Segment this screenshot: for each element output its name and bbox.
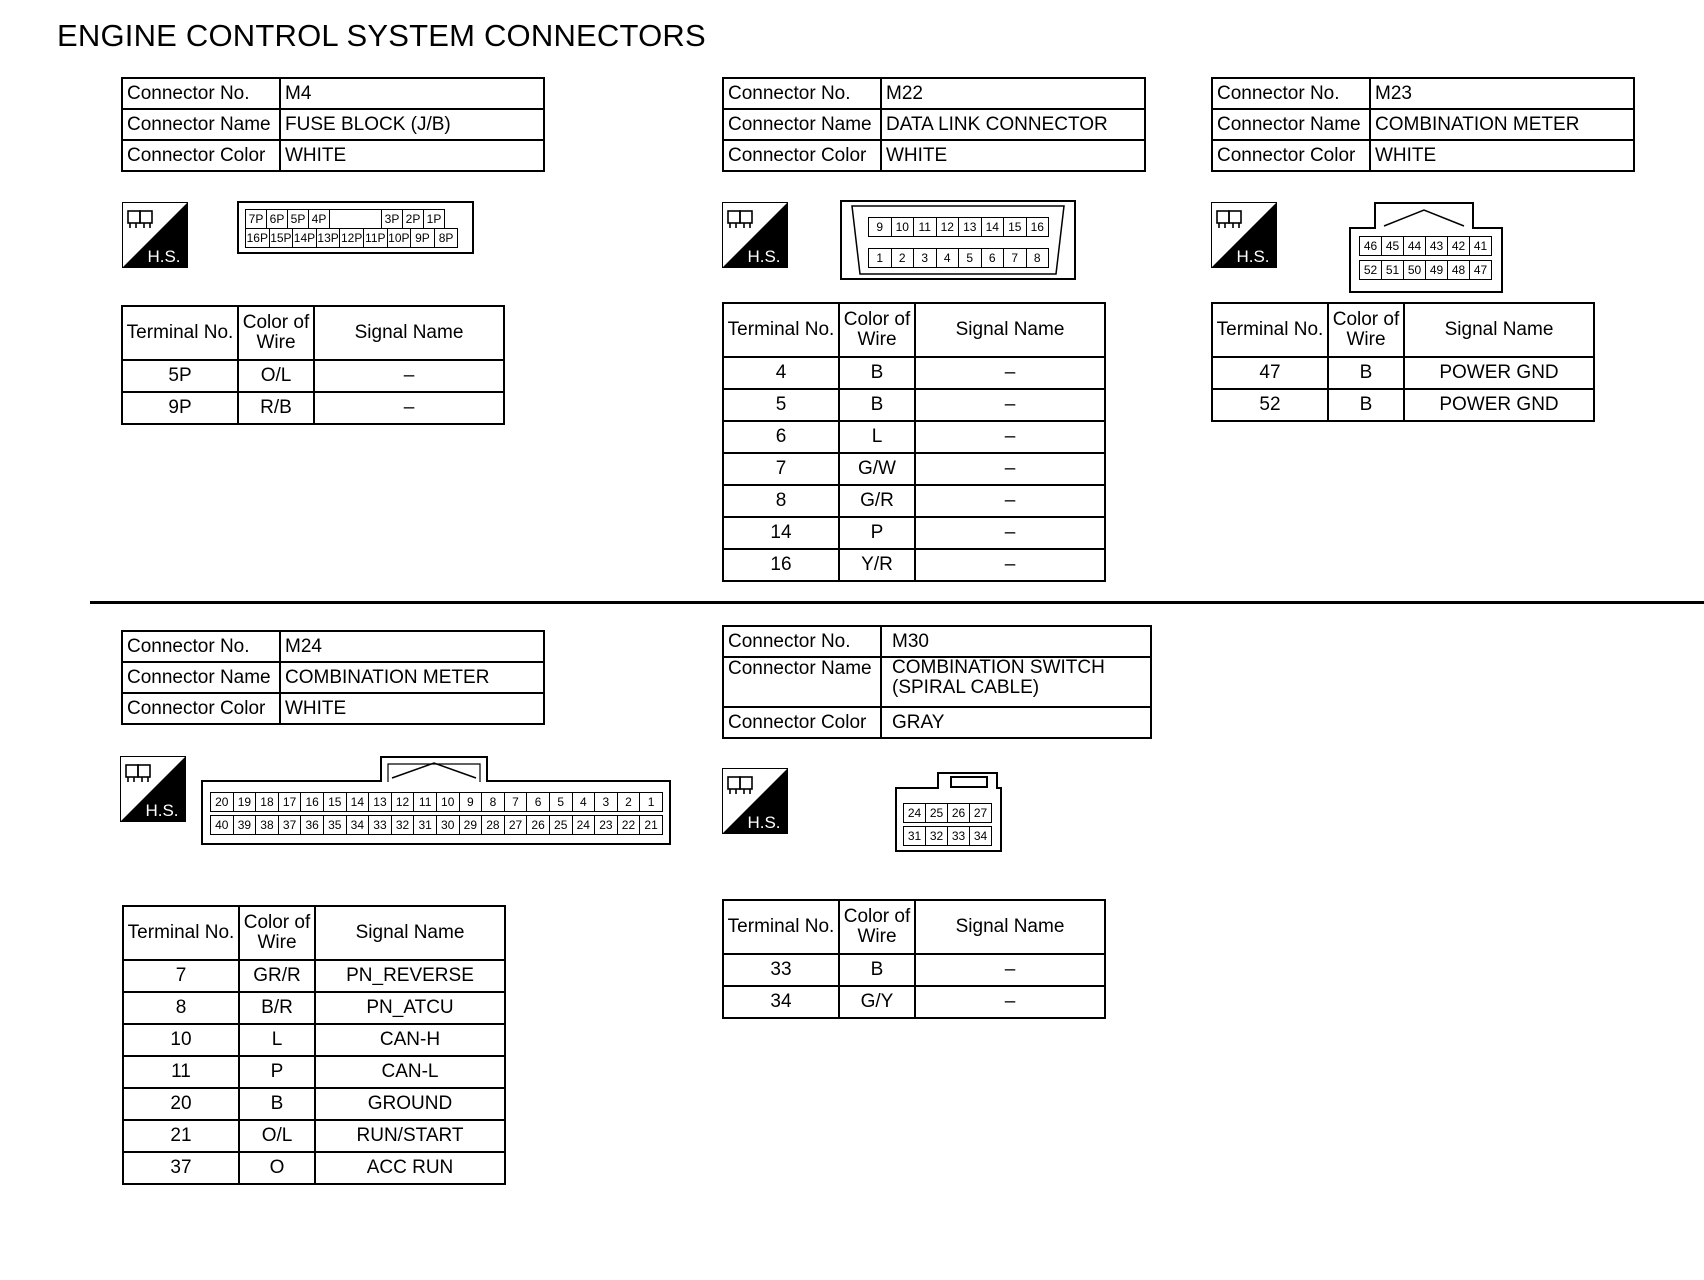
terminal-no-cell: 7 (123, 960, 239, 992)
connector-m24-face (201, 780, 671, 845)
connector-pin: 12 (937, 218, 960, 237)
connector-color-label: Connector Color (122, 140, 280, 171)
wire-color-cell: O (239, 1152, 315, 1184)
connector-pin: 4 (573, 793, 596, 812)
terminal-no-cell: 47 (1212, 357, 1328, 389)
connector-pin: 49 (1426, 261, 1448, 280)
connector-m24-latch (380, 756, 488, 782)
connector-pin: 45 (1382, 237, 1404, 256)
color-of-wire-header: Color of Wire (239, 906, 315, 960)
connector-pin: 6 (527, 793, 550, 812)
terminal-row (123, 1024, 505, 1056)
terminal-no-cell: 14 (723, 517, 839, 549)
connector-m24-terminal-table (122, 905, 506, 1185)
connector-pin: 2 (618, 793, 641, 812)
terminal-no-cell: 52 (1212, 389, 1328, 421)
connector-no-label: Connector No. (723, 78, 881, 109)
connector-m24-pins-bottom (210, 815, 663, 835)
connector-m23-face (1349, 227, 1503, 293)
hs-badge-graphic (722, 202, 788, 268)
connector-pin: 52 (1360, 261, 1382, 280)
wire-color-cell: P (239, 1056, 315, 1088)
wire-color-cell: L (239, 1024, 315, 1056)
connector-pin: 15 (1004, 218, 1027, 237)
connector-color-label: Connector Color (723, 707, 881, 738)
terminal-no-cell: 5 (723, 389, 839, 421)
harness-side-icon (722, 768, 788, 834)
connector-pin: 29 (460, 816, 483, 835)
connector-pin: 2P (403, 210, 424, 229)
connector-pin: 47 (1470, 261, 1492, 280)
connector-pin: 11P (364, 229, 388, 248)
connector-pin: 19 (234, 793, 257, 812)
hs-badge-graphic (1211, 202, 1277, 268)
connector-pin: 51 (1382, 261, 1404, 280)
connector-name-value: FUSE BLOCK (J/B) (280, 109, 544, 140)
terminal-row (723, 389, 1105, 421)
signal-name-cell: – (915, 986, 1105, 1018)
connector-pin: 13P (317, 229, 341, 248)
connector-pin: 13 (369, 793, 392, 812)
terminal-no-cell: 20 (123, 1088, 239, 1120)
connector-pin: 40 (211, 816, 234, 835)
connector-pin: 9 (460, 793, 483, 812)
connector-name-label: Connector Name (122, 662, 280, 693)
connector-m23-latch (1374, 202, 1474, 229)
signal-name-cell: GROUND (315, 1088, 505, 1120)
connector-no-value: M30 (881, 626, 1151, 657)
color-of-wire-header: Color of Wire (839, 900, 915, 954)
terminal-no-header: Terminal No. (723, 303, 839, 357)
connector-m23-pins-bottom (1359, 260, 1492, 280)
connector-pin: 8 (1027, 249, 1050, 268)
connector-pin: 9P (411, 229, 435, 248)
terminal-no-cell: 21 (123, 1120, 239, 1152)
connector-pin: 39 (234, 816, 257, 835)
connector-color-value: WHITE (881, 140, 1145, 171)
wire-color-cell: B/R (239, 992, 315, 1024)
connector-name-label: Connector Name (723, 109, 881, 140)
connector-pin: 5 (550, 793, 573, 812)
connector-pin: 4P (309, 210, 330, 229)
connector-pin: 14 (347, 793, 370, 812)
section-divider (90, 601, 1704, 604)
connector-m30-latch (937, 772, 998, 789)
terminal-row (123, 1120, 505, 1152)
signal-name-header: Signal Name (915, 303, 1105, 357)
hs-label: H.S. (1236, 247, 1270, 266)
connector-pin: 5 (959, 249, 982, 268)
wire-color-cell: B (839, 389, 915, 421)
wire-color-cell: B (239, 1088, 315, 1120)
connector-m24-info (121, 630, 545, 725)
connector-pin: 18 (256, 793, 279, 812)
connector-pin: 38 (256, 816, 279, 835)
connector-no-label: Connector No. (122, 631, 280, 662)
connector-m30-face (895, 787, 1002, 852)
terminal-no-cell: 10 (123, 1024, 239, 1056)
connector-pin: 8P (435, 229, 459, 248)
terminal-no-cell: 8 (723, 485, 839, 517)
connector-pin: 12 (392, 793, 415, 812)
terminal-no-header: Terminal No. (1212, 303, 1328, 357)
connector-pin: 5P (288, 210, 309, 229)
connector-m22-pins-bottom (868, 248, 1049, 268)
connector-color-value: WHITE (280, 140, 544, 171)
connector-name-label: Connector Name (122, 109, 280, 140)
wire-color-cell: R/B (238, 392, 314, 424)
connector-pin: 34 (347, 816, 370, 835)
connector-pin: 3 (914, 249, 937, 268)
terminal-row (723, 549, 1105, 581)
connector-m4-info (121, 77, 545, 172)
connector-pin: 44 (1404, 237, 1426, 256)
terminal-row (122, 360, 504, 392)
terminal-no-cell: 37 (123, 1152, 239, 1184)
signal-name-header: Signal Name (314, 306, 504, 360)
connector-pin: 1 (640, 793, 663, 812)
terminal-row (1212, 357, 1594, 389)
terminal-no-cell: 6 (723, 421, 839, 453)
connector-pin: 3P (382, 210, 403, 229)
connector-pin: 2 (892, 249, 915, 268)
color-of-wire-header: Color of Wire (839, 303, 915, 357)
signal-name-cell: POWER GND (1404, 357, 1594, 389)
signal-name-cell: – (915, 954, 1105, 986)
connector-name-value: COMBINATION METER (280, 662, 544, 693)
connector-pin: 50 (1404, 261, 1426, 280)
connector-pin: 16P (246, 229, 270, 248)
terminal-row (723, 954, 1105, 986)
signal-name-cell: RUN/START (315, 1120, 505, 1152)
connector-pin: 7P (246, 210, 267, 229)
wire-color-cell: P (839, 517, 915, 549)
wire-color-cell: B (1328, 389, 1404, 421)
wire-color-cell: Y/R (839, 549, 915, 581)
terminal-row (122, 392, 504, 424)
wire-color-cell: O/L (239, 1120, 315, 1152)
terminal-no-cell: 9P (122, 392, 238, 424)
connector-m22-info (722, 77, 1146, 172)
color-of-wire-header: Color of Wire (238, 306, 314, 360)
connector-pin: 22 (618, 816, 641, 835)
connector-pin: 33 (369, 816, 392, 835)
connector-name-value: DATA LINK CONNECTOR (881, 109, 1145, 140)
connector-pin: 31 (904, 827, 926, 846)
terminal-row (123, 1088, 505, 1120)
terminal-row (723, 357, 1105, 389)
signal-name-cell: CAN-H (315, 1024, 505, 1056)
harness-side-icon (120, 756, 186, 822)
connector-pin: 16 (1027, 218, 1050, 237)
connector-pin: 11 (414, 793, 437, 812)
signal-name-cell: – (915, 453, 1105, 485)
harness-side-icon (722, 202, 788, 268)
connector-name-label: Connector Name (723, 657, 881, 707)
wire-color-cell: G/Y (839, 986, 915, 1018)
connector-no-value: M24 (280, 631, 544, 662)
connector-pin: 23 (595, 816, 618, 835)
connector-pin: 12P (340, 229, 364, 248)
hs-badge-graphic (722, 768, 788, 834)
hs-label: H.S. (747, 813, 781, 832)
terminal-row (123, 1152, 505, 1184)
connector-pin: 26 (527, 816, 550, 835)
connector-color-label: Connector Color (122, 693, 280, 724)
terminal-no-cell: 16 (723, 549, 839, 581)
hs-label: H.S. (747, 247, 781, 266)
terminal-no-cell: 11 (123, 1056, 239, 1088)
terminal-no-header: Terminal No. (123, 906, 239, 960)
connector-pin: 6P (267, 210, 288, 229)
connector-pin: 32 (392, 816, 415, 835)
terminal-no-cell: 7 (723, 453, 839, 485)
connector-pin: 24 (904, 804, 926, 823)
hs-badge-graphic (120, 756, 186, 822)
connector-pin: 15P (270, 229, 294, 248)
connector-pin: 7 (505, 793, 528, 812)
connector-m4-terminal-table (121, 305, 505, 425)
signal-name-cell: CAN-L (315, 1056, 505, 1088)
signal-name-cell: – (314, 360, 504, 392)
connector-m30-terminal-table (722, 899, 1106, 1019)
terminal-row (123, 960, 505, 992)
connector-slot (330, 210, 382, 229)
connector-name-line2: (SPIRAL CABLE) (892, 677, 1040, 698)
connector-m22-face (840, 200, 1076, 280)
signal-name-cell: PN_ATCU (315, 992, 505, 1024)
connector-name-value (881, 657, 1151, 707)
wire-color-cell: B (839, 357, 915, 389)
connector-pin: 35 (324, 816, 347, 835)
signal-name-cell: – (314, 392, 504, 424)
connector-pin: 41 (1470, 237, 1492, 256)
terminal-row (723, 421, 1105, 453)
terminal-no-cell: 5P (122, 360, 238, 392)
terminal-row (723, 517, 1105, 549)
wire-color-cell: B (1328, 357, 1404, 389)
signal-name-header: Signal Name (315, 906, 505, 960)
terminal-no-cell: 34 (723, 986, 839, 1018)
connector-no-value: M23 (1370, 78, 1634, 109)
connector-pin: 10 (437, 793, 460, 812)
connector-no-value: M22 (881, 78, 1145, 109)
connector-pin: 4 (937, 249, 960, 268)
wire-color-cell: L (839, 421, 915, 453)
signal-name-cell: POWER GND (1404, 389, 1594, 421)
connector-m30-info (722, 625, 1152, 739)
connector-pin: 28 (482, 816, 505, 835)
connector-m23-terminal-table (1211, 302, 1595, 422)
connector-pin: 30 (437, 816, 460, 835)
connector-pin: 32 (926, 827, 948, 846)
connector-pin: 1 (869, 249, 892, 268)
connector-pin: 6 (982, 249, 1005, 268)
connector-no-label: Connector No. (723, 626, 881, 657)
connector-pin: 24 (573, 816, 596, 835)
connector-pin: 25 (550, 816, 573, 835)
connector-pin: 15 (324, 793, 347, 812)
color-of-wire-header: Color of Wire (1328, 303, 1404, 357)
connector-color-value: GRAY (881, 707, 1151, 738)
connector-pin: 27 (505, 816, 528, 835)
hs-badge-graphic (122, 202, 188, 268)
connector-pin: 10 (892, 218, 915, 237)
connector-no-value: M4 (280, 78, 544, 109)
page-title: ENGINE CONTROL SYSTEM CONNECTORS (57, 18, 706, 53)
connector-m30-pins-bottom (903, 826, 992, 846)
connector-m23-pins-top (1359, 236, 1492, 256)
terminal-row (123, 1056, 505, 1088)
harness-side-icon (1211, 202, 1277, 268)
connector-pin: 20 (211, 793, 234, 812)
connector-m4-face (237, 201, 474, 254)
signal-name-cell: – (915, 517, 1105, 549)
connector-pin: 48 (1448, 261, 1470, 280)
signal-name-header: Signal Name (915, 900, 1105, 954)
wire-color-cell: B (839, 954, 915, 986)
connector-m22-terminal-table (722, 302, 1106, 582)
connector-pin: 16 (301, 793, 324, 812)
connector-pin: 36 (301, 816, 324, 835)
connector-m23-info (1211, 77, 1635, 172)
connector-color-value: WHITE (280, 693, 544, 724)
connector-m22-pins-top (868, 217, 1049, 237)
connector-pin: 9 (869, 218, 892, 237)
connector-pin: 13 (959, 218, 982, 237)
signal-name-header: Signal Name (1404, 303, 1594, 357)
terminal-row (723, 485, 1105, 517)
terminal-no-cell: 4 (723, 357, 839, 389)
terminal-no-header: Terminal No. (723, 900, 839, 954)
harness-side-icon (122, 202, 188, 268)
signal-name-cell: – (915, 389, 1105, 421)
wire-color-cell: G/R (839, 485, 915, 517)
connector-pin: 34 (970, 827, 992, 846)
connector-pin: 33 (948, 827, 970, 846)
connector-no-label: Connector No. (1212, 78, 1370, 109)
connector-pin: 43 (1426, 237, 1448, 256)
terminal-no-header: Terminal No. (122, 306, 238, 360)
terminal-row (723, 986, 1105, 1018)
connector-pin: 8 (482, 793, 505, 812)
connector-pin: 1P (424, 210, 445, 229)
connector-pin: 21 (640, 816, 663, 835)
terminal-row (123, 992, 505, 1024)
connector-pin: 26 (948, 804, 970, 823)
connector-pin: 10P (388, 229, 412, 248)
terminal-row (723, 453, 1105, 485)
connector-color-label: Connector Color (1212, 140, 1370, 171)
signal-name-cell: PN_REVERSE (315, 960, 505, 992)
connector-pin: 17 (279, 793, 302, 812)
connector-pin: 46 (1360, 237, 1382, 256)
wire-color-cell: G/W (839, 453, 915, 485)
hs-label: H.S. (147, 247, 181, 266)
terminal-no-cell: 33 (723, 954, 839, 986)
signal-name-cell: – (915, 421, 1105, 453)
connector-name-label: Connector Name (1212, 109, 1370, 140)
connector-no-label: Connector No. (122, 78, 280, 109)
connector-m24-pins-top (210, 792, 663, 812)
wire-color-cell: GR/R (239, 960, 315, 992)
signal-name-cell: – (915, 485, 1105, 517)
connector-m4-pins-top (245, 209, 445, 229)
terminal-no-cell: 8 (123, 992, 239, 1024)
connector-color-label: Connector Color (723, 140, 881, 171)
signal-name-cell: ACC RUN (315, 1152, 505, 1184)
connector-pin: 37 (279, 816, 302, 835)
connector-pin: 3 (595, 793, 618, 812)
connector-pin: 31 (414, 816, 437, 835)
connector-m30-pins-top (903, 803, 992, 823)
connector-pin: 25 (926, 804, 948, 823)
wire-color-cell: O/L (238, 360, 314, 392)
terminal-row (1212, 389, 1594, 421)
connector-name-line1: COMBINATION SWITCH (892, 657, 1105, 678)
connector-pin: 11 (914, 218, 937, 237)
connector-pin: 27 (970, 804, 992, 823)
signal-name-cell: – (915, 549, 1105, 581)
connector-pin: 42 (1448, 237, 1470, 256)
connector-color-value: WHITE (1370, 140, 1634, 171)
connector-m4-pins-bottom (245, 228, 458, 248)
connector-pin: 14 (982, 218, 1005, 237)
signal-name-cell: – (915, 357, 1105, 389)
connector-name-value: COMBINATION METER (1370, 109, 1634, 140)
connector-pin: 14P (293, 229, 317, 248)
hs-label: H.S. (145, 801, 179, 820)
connector-pin: 7 (1004, 249, 1027, 268)
